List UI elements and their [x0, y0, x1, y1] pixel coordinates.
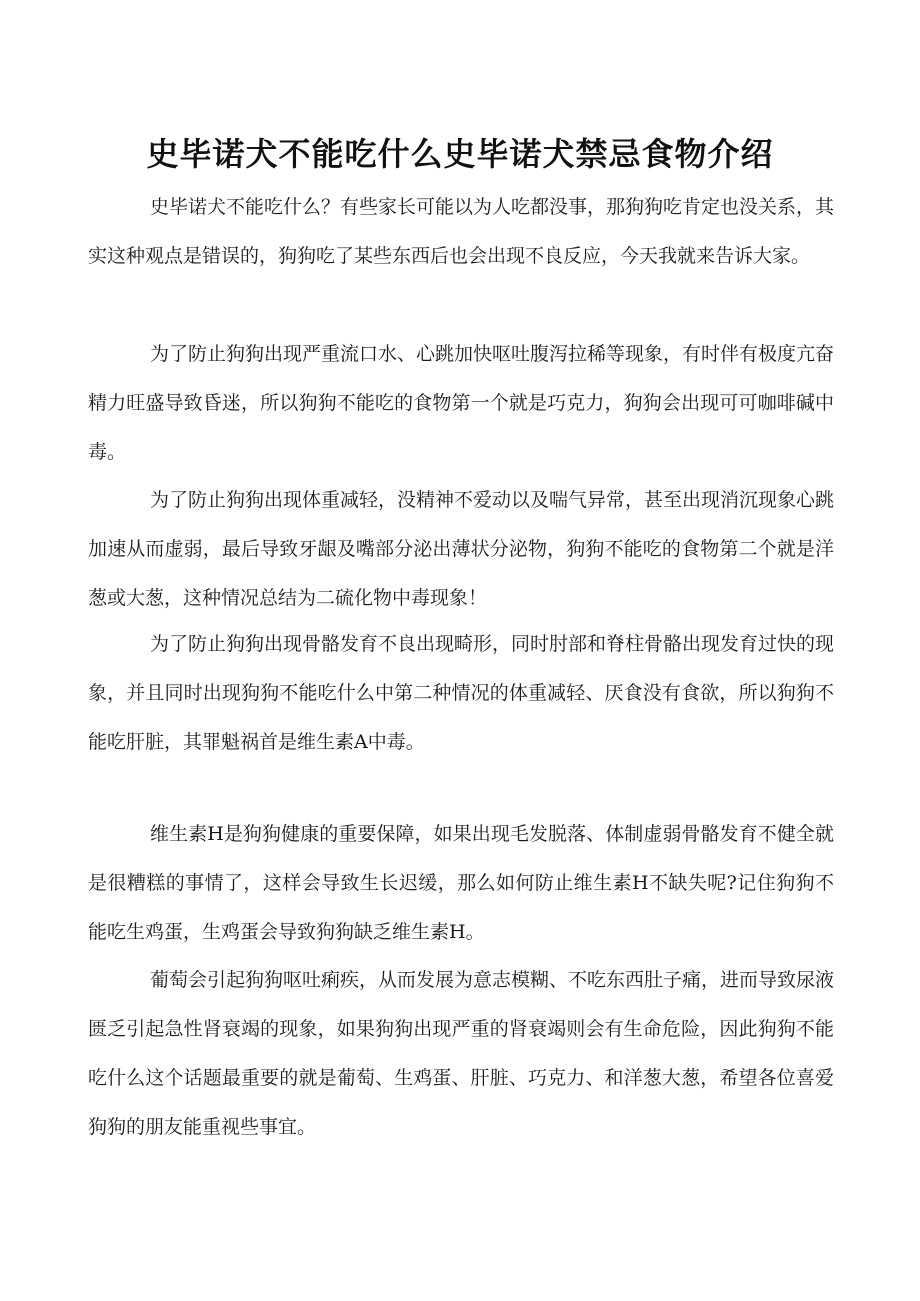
paragraph-chocolate: 为了防止狗狗出现严重流口水、心跳加快呕吐腹泻拉稀等现象，有时伴有极度亢奋精力旺盛导致昏迷，所以狗狗不能吃的食物第一个就是巧克力，狗狗会出现可可咖啡碱中毒。 [88, 343, 835, 463]
paragraph-grape: 葡萄会引起狗狗呕吐痢疾，从而发展为意志模糊、不吃东西肚子痛，进而导致尿液匮乏引起急性肾衰竭的现象，如果狗狗出现严重的肾衰竭则会有生命危险，因此狗狗不能吃什么这个话题最重要的就是葡萄、生鸡蛋、肝脏、巧克力、和洋葱大葱，希望各位喜爱狗狗的朋友能重视些事宜。 [88, 969, 835, 1138]
paragraph-liver: 为了防止狗狗出现骨骼发育不良出现畸形，同时肘部和脊柱骨骼出现发育过快的现象，并且同时出现狗狗不能吃什么中第二种情况的体重减轻、厌食没有食欲，所以狗狗不能吃肝脏，其罪魁祸首是维生素A中毒。 [88, 633, 835, 753]
paragraph-intro: 史毕诺犬不能吃什么？有些家长可能以为人吃都没事，那狗狗吃肯定也没关系，其实这种观点是错误的，狗狗吃了某些东西后也会出现不良反应，今天我就来告诉大家。 [88, 196, 835, 267]
page-title: 史毕诺犬不能吃什么史毕诺犬禁忌食物介绍 [146, 135, 774, 173]
paragraph-onion: 为了防止狗狗出现体重减轻，没精神不爱动以及喘气异常，甚至出现消沉现象心跳加速从而虚弱，最后导致牙龈及嘴部分泌出薄状分泌物，狗狗不能吃的食物第二个就是洋葱或大葱，这种情况总结为二硫化物中毒现象！ [88, 489, 835, 609]
paragraph-raw-egg: 维生素H是狗狗健康的重要保障，如果出现毛发脱落、体制虚弱骨骼发育不健全就是很糟糕的事情了，这样会导致生长迟缓，那么如何防止维生素H不缺失呢?记住狗狗不能吃生鸡蛋，生鸡蛋会导致狗狗缺乏维生素H。 [88, 823, 834, 943]
